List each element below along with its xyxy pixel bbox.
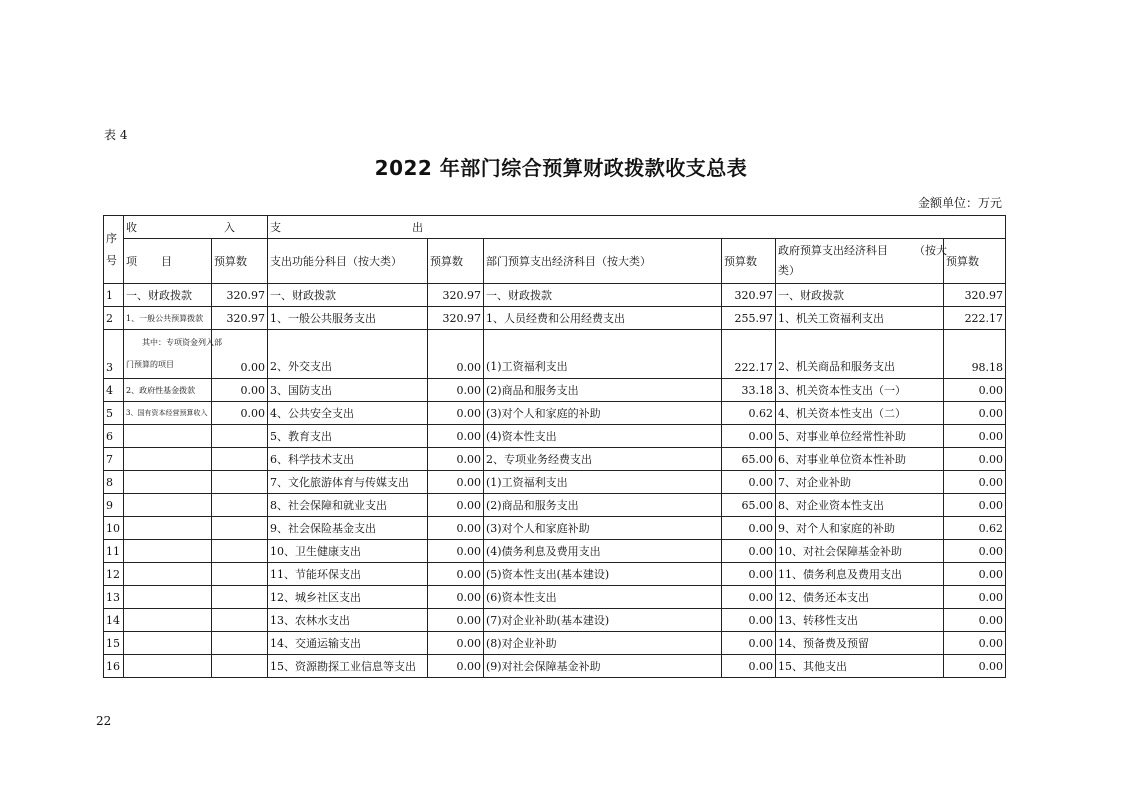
income-item [124,563,212,586]
table-row [104,609,1006,632]
func-amount: 0.00 [428,494,484,517]
gov-budget-header: 预算数 [944,239,1006,284]
income-item [124,448,212,471]
income-amount [212,563,268,586]
item-budget-header: 预算数 [212,239,268,284]
unit-note: 金额单位：万元 [917,196,1002,210]
income-amount [212,632,268,655]
dept-econ-header: 部门预算支出经济科目（按大类） [484,239,722,284]
gov-item: 10、对社会保障基金补助 [776,540,944,563]
income-amount [212,655,268,678]
income-amount [212,517,268,540]
income-amount [212,609,268,632]
table-row [104,307,1006,330]
gov-amount: 98.18 [944,330,1006,379]
income-item [124,517,212,540]
gov-amount: 0.00 [944,655,1006,678]
func-item: 4、公共安全支出 [268,402,428,425]
dept-item: (4)资本性支出 [484,425,722,448]
income-amount: 320.97 [212,284,268,307]
gov-amount: 0.00 [944,471,1006,494]
table-row [104,284,1006,307]
dept-amount: 255.97 [722,307,776,330]
func-class-header: 支出功能分科目（按大类） [268,239,428,284]
gov-econ-header: 政府预算支出经济科目 （按大 类） [776,239,944,284]
dept-item: (2)商品和服务支出 [484,494,722,517]
gov-item: 9、对个人和家庭的补助 [776,517,944,540]
dept-amount: 222.17 [722,330,776,379]
row-number: 2 [104,307,124,330]
gov-amount: 0.00 [944,609,1006,632]
func-amount: 320.97 [428,307,484,330]
income-header [124,216,268,239]
dept-amount: 0.00 [722,586,776,609]
income-item [124,471,212,494]
income-header-b: 入 [224,221,235,234]
dept-item: (1)工资福利支出 [484,330,722,379]
gov-item: 12、债务还本支出 [776,586,944,609]
func-item: 13、农林水支出 [268,609,428,632]
dept-amount: 0.00 [722,425,776,448]
row-number: 16 [104,655,124,678]
gov-item: 1、机关工资福利支出 [776,307,944,330]
income-item [124,632,212,655]
income-amount: 0.00 [212,330,268,379]
gov-amount: 0.00 [944,494,1006,517]
gov-item: 3、机关资本性支出（一） [776,379,944,402]
income-item: 2、政府性基金拨款 [124,379,212,402]
dept-amount: 0.00 [722,655,776,678]
func-amount: 0.00 [428,632,484,655]
func-amount: 0.00 [428,330,484,379]
row-number: 6 [104,425,124,448]
table-row [104,494,1006,517]
income-amount [212,471,268,494]
func-amount: 0.00 [428,517,484,540]
dept-amount: 0.62 [722,402,776,425]
func-item: 一、财政拨款 [268,284,428,307]
gov-amount: 0.00 [944,540,1006,563]
dept-item: 2、专项业务经费支出 [484,448,722,471]
dept-item: (9)对社会保障基金补助 [484,655,722,678]
income-item [124,425,212,448]
income-header-a: 收 [126,221,137,234]
func-amount: 0.00 [428,471,484,494]
row-number: 10 [104,517,124,540]
gov-amount: 0.62 [944,517,1006,540]
row-number: 12 [104,563,124,586]
gov-amount: 222.17 [944,307,1006,330]
page-number: 22 [96,714,112,728]
income-item: 3、国有资本经营预算收入 [124,402,212,425]
dept-amount: 0.00 [722,632,776,655]
dept-amount: 0.00 [722,563,776,586]
gov-amount: 0.00 [944,402,1006,425]
income-amount [212,494,268,517]
func-item: 10、卫生健康支出 [268,540,428,563]
gov-amount: 0.00 [944,448,1006,471]
row-number: 7 [104,448,124,471]
income-item: 1、一般公共预算拨款 [124,307,212,330]
func-item: 15、资源勘探工业信息等支出 [268,655,428,678]
dept-item: (2)商品和服务支出 [484,379,722,402]
dept-amount: 33.18 [722,379,776,402]
income-amount: 0.00 [212,379,268,402]
dept-item: 1、人员经费和公用经费支出 [484,307,722,330]
table-row [104,563,1006,586]
item-header: 项 目 [124,239,212,284]
gov-item: 14、预备费及预留 [776,632,944,655]
table-row [104,517,1006,540]
gov-item: 15、其他支出 [776,655,944,678]
header-group-row [104,216,1006,239]
dept-item: (8)对企业补助 [484,632,722,655]
gov-item: 4、机关资本性支出（二） [776,402,944,425]
table-row [104,402,1006,425]
gov-item: 8、对企业资本性支出 [776,494,944,517]
income-item [124,540,212,563]
func-amount: 0.00 [428,425,484,448]
func-item: 1、一般公共服务支出 [268,307,428,330]
func-amount: 0.00 [428,609,484,632]
gov-item: 5、对事业单位经常性补助 [776,425,944,448]
table-row [104,655,1006,678]
func-item: 8、社会保障和就业支出 [268,494,428,517]
dept-item: 一、财政拨款 [484,284,722,307]
func-amount: 0.00 [428,448,484,471]
gov-amount: 0.00 [944,632,1006,655]
expense-header [268,216,1006,239]
dept-item: (5)资本性支出(基本建设) [484,563,722,586]
table-row [104,330,1006,379]
income-item [124,609,212,632]
row-number: 8 [104,471,124,494]
income-item [124,494,212,517]
func-amount: 0.00 [428,540,484,563]
table-row [104,471,1006,494]
dept-amount: 0.00 [722,471,776,494]
row-number: 15 [104,632,124,655]
dept-amount: 0.00 [722,517,776,540]
dept-amount: 0.00 [722,609,776,632]
row-number: 5 [104,402,124,425]
income-item: 一、财政拨款 [124,284,212,307]
gov-item: 11、债务利息及费用支出 [776,563,944,586]
income-amount [212,448,268,471]
row-number: 3 [104,330,124,379]
func-item: 6、科学技术支出 [268,448,428,471]
table-row [104,448,1006,471]
func-budget-header: 预算数 [428,239,484,284]
row-number: 1 [104,284,124,307]
func-amount: 0.00 [428,655,484,678]
dept-amount: 65.00 [722,448,776,471]
gov-item: 7、对企业补助 [776,471,944,494]
func-item: 12、城乡社区支出 [268,586,428,609]
gov-item: 一、财政拨款 [776,284,944,307]
row-number: 9 [104,494,124,517]
income-amount [212,425,268,448]
row-number: 13 [104,586,124,609]
dept-amount: 320.97 [722,284,776,307]
gov-item: 2、机关商品和服务支出 [776,330,944,379]
dept-item: (1)工资福利支出 [484,471,722,494]
table-row [104,586,1006,609]
dept-item: (7)对企业补助(基本建设) [484,609,722,632]
table-row [104,540,1006,563]
dept-item: (3)对个人和家庭的补助 [484,402,722,425]
income-amount [212,586,268,609]
func-amount: 320.97 [428,284,484,307]
income-item [124,655,212,678]
gov-item: 13、转移性支出 [776,609,944,632]
dept-item: (4)债务利息及费用支出 [484,540,722,563]
income-item [124,586,212,609]
gov-amount: 0.00 [944,379,1006,402]
gov-amount: 0.00 [944,586,1006,609]
budget-table [103,215,1006,678]
func-item: 5、教育支出 [268,425,428,448]
expense-header-a: 支 [270,221,281,234]
func-item: 9、社会保险基金支出 [268,517,428,540]
table-row [104,379,1006,402]
dept-item: (6)资本性支出 [484,586,722,609]
income-item: 其中：专项资金列入部 门预算的项目 [124,330,212,379]
dept-budget-header: 预算数 [722,239,776,284]
dept-amount: 0.00 [722,540,776,563]
gov-amount: 320.97 [944,284,1006,307]
income-amount: 0.00 [212,402,268,425]
func-amount: 0.00 [428,586,484,609]
dept-item: (3)对个人和家庭补助 [484,517,722,540]
page-title: 2022 年部门综合预算财政拨款收支总表 [374,156,748,180]
row-number: 11 [104,540,124,563]
func-item: 7、文化旅游体育与传媒支出 [268,471,428,494]
gov-item: 6、对事业单位资本性补助 [776,448,944,471]
gov-amount: 0.00 [944,425,1006,448]
func-amount: 0.00 [428,379,484,402]
table-label: 表 4 [104,128,128,142]
expense-header-b: 出 [412,221,424,234]
row-number: 14 [104,609,124,632]
income-amount [212,540,268,563]
gov-amount: 0.00 [944,563,1006,586]
func-amount: 0.00 [428,563,484,586]
dept-amount: 65.00 [722,494,776,517]
table-row [104,425,1006,448]
func-item: 14、交通运输支出 [268,632,428,655]
header-column-row [104,239,1006,284]
seq-header: 序号 [104,216,124,284]
income-amount: 320.97 [212,307,268,330]
table-row [104,632,1006,655]
row-number: 4 [104,379,124,402]
func-item: 3、国防支出 [268,379,428,402]
func-item: 11、节能环保支出 [268,563,428,586]
func-item: 2、外交支出 [268,330,428,379]
func-amount: 0.00 [428,402,484,425]
